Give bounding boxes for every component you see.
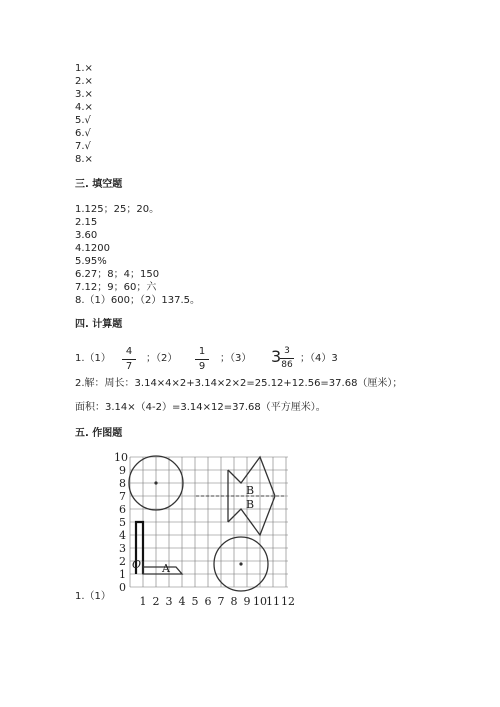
x-tick-label: 9 <box>243 595 251 608</box>
answer-line: 2.× <box>75 76 93 87</box>
answer-line: 8.（1）600；（2）137.5。 <box>75 295 200 306</box>
calc-q1-sep3: ；（3） <box>220 353 252 364</box>
x-tick-label: 7 <box>217 595 225 608</box>
fraction-numerator: 3 <box>284 346 290 356</box>
y-tick-label: 6 <box>119 503 126 516</box>
x-tick-labels <box>140 595 296 608</box>
fraction-numerator: 4 <box>125 346 133 357</box>
label-o: O <box>132 558 142 571</box>
answer-line: 4.1200 <box>75 243 110 254</box>
x-tick-label: 2 <box>152 595 160 608</box>
y-tick-label: 8 <box>119 477 126 490</box>
answer-line: 5.95% <box>75 256 107 267</box>
x-tick-label: 10 <box>253 595 267 608</box>
answer-line: 1.125；25；20。 <box>75 204 160 215</box>
y-tick-label: 3 <box>119 542 126 555</box>
label-b-bottom: B <box>246 498 255 511</box>
calc-q1-prefix: 1.（1） <box>75 353 111 364</box>
y-tick-label: 1 <box>119 568 126 581</box>
x-tick-label: 4 <box>178 595 186 608</box>
x-tick-label: 5 <box>191 595 199 608</box>
calc-q1-sep4: ；（4）3 <box>300 353 338 364</box>
circle-bottom-right-center <box>239 562 242 565</box>
answer-line: 7.12；9；60；六 <box>75 282 157 293</box>
section4-title: 四. 计算题 <box>75 319 123 330</box>
label-a: A <box>162 562 170 575</box>
section3-title: 三. 填空题 <box>75 179 123 190</box>
x-tick-label: 1 <box>139 595 147 608</box>
answer-line: 8.× <box>75 154 93 165</box>
answer-line: 1.× <box>75 63 93 74</box>
answer-line: 6.√ <box>75 128 91 139</box>
answer-line: 5.√ <box>75 115 91 126</box>
fraction-denominator: 7 <box>125 361 133 372</box>
drawing-grid-figure <box>110 450 310 610</box>
fraction-1 <box>122 346 136 373</box>
fraction-bar <box>122 359 136 360</box>
fraction-denominator: 86 <box>281 360 293 370</box>
label-b-top: B <box>246 484 255 497</box>
mixed-number-fraction <box>280 346 294 371</box>
answer-line: 3.× <box>75 89 93 100</box>
fraction-denominator: 9 <box>198 361 206 372</box>
y-tick-label: 5 <box>119 516 126 529</box>
x-tick-label: 3 <box>165 595 173 608</box>
calc-q1-sep2: ；（2） <box>146 353 178 364</box>
answer-line: 2.15 <box>75 217 98 228</box>
y-tick-label: 4 <box>119 529 126 542</box>
answer-line: 4.× <box>75 102 93 113</box>
fraction-numerator: 1 <box>198 346 206 357</box>
fraction-bar <box>195 359 209 360</box>
calc-q2-perimeter: 2.解：周长：3.14×4×2+3.14×2×2=25.12+12.56=37.68（厘米）； <box>75 378 403 389</box>
fraction-bar <box>280 358 294 359</box>
drawing-q1-label: 1.（1） <box>75 591 111 602</box>
answer-line: 3.60 <box>75 230 98 241</box>
x-tick-label: 12 <box>281 595 295 608</box>
mixed-number-whole: 3 <box>271 347 282 366</box>
section5-title: 五. 作图题 <box>75 428 123 439</box>
y-tick-label: 10 <box>114 451 128 464</box>
answer-line: 7.√ <box>75 141 91 152</box>
y-tick-label: 0 <box>119 581 126 594</box>
x-tick-label: 6 <box>204 595 212 608</box>
y-tick-labels <box>114 451 128 594</box>
y-tick-label: 2 <box>119 555 126 568</box>
y-tick-label: 7 <box>119 490 126 503</box>
answer-line: 6.27；8；4；150 <box>75 269 160 280</box>
circle-top-left-center <box>154 481 157 484</box>
calc-q2-area: 面积：3.14×（4-2）=3.14×12=37.68（平方厘米）。 <box>75 402 326 413</box>
y-tick-label: 9 <box>119 464 126 477</box>
fraction-2 <box>195 346 209 373</box>
x-tick-label: 11 <box>266 595 280 608</box>
x-tick-label: 8 <box>230 595 238 608</box>
